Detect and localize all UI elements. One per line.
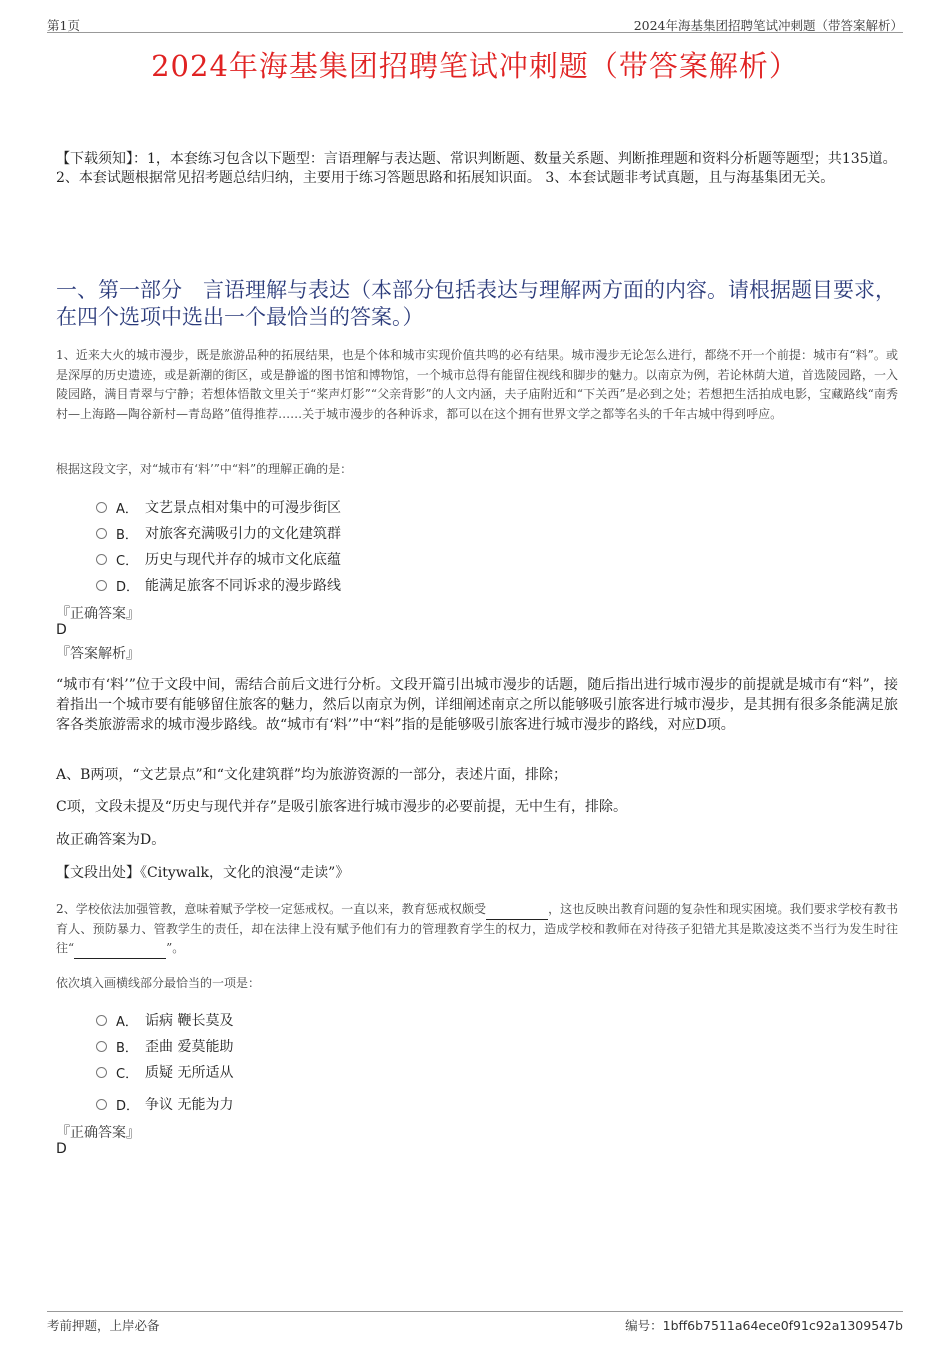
passage-text: ，这也反映出教育问题的复杂性和现实困境。我们要求学校有教书育人、预防暴力、管教学生的责任，却在法律上没有赋予他们有力的管理教育学生的权力，造成学校和教师在对待孩子犯错尤其是欺凌这类不当行为发生时往往“ [56,902,898,955]
radio-button[interactable] [96,528,107,539]
footer-slogan: 考前押题，上岸必备 [47,1318,160,1333]
radio-button[interactable] [96,554,107,565]
option-text: 争议 无能为力 [145,1097,234,1113]
question-1-option-c[interactable] [96,549,341,569]
option-key: C． [116,1066,139,1082]
option-text: 歪曲 爱莫能助 [145,1039,234,1055]
question-1-stem: 根据这段文字，对“城市有‘料’”中“料”的理解正确的是： [56,462,353,476]
question-1-option-a[interactable] [96,497,341,517]
document-code [625,1316,903,1334]
question-1-answer-label: 『正确答案』 [56,606,140,622]
option-key: D． [116,579,140,595]
radio-button[interactable] [96,502,107,513]
question-1-option-d[interactable] [96,575,341,595]
radio-button[interactable] [96,1015,107,1026]
question-1-passage: 1、近来大火的城市漫步，既是旅游品种的拓展结果，也是个体和城市实现价值共鸣的必有结果。城市漫步无论怎么进行，都绕不开一个前提：城市有“料”。或是深厚的历史遗迹，或是新潮的街区，或是静谧的图书馆和博物馆，一个城市总得有能留住视线和脚步的魅力。以南京为例，若论林荫大道，首选陵园路，一入陵园路，满目青翠与宁静；若想体悟散文里关于“桨声灯影”“父亲背影”的人文内涵，夫子庙附近和“下关西”是必到之处；若想把生活拍成电影，宝藏路线“南秀村—上海路—陶谷新村—青岛路”值得推荐……关于城市漫步的各种诉求，都可以在这个拥有世界文学之都等名头的千年古城中得到呼应。 [56,348,898,421]
question-1-analysis-label: 『答案解析』 [56,646,140,662]
question-1-source: 【文段出处】《Citywalk，文化的浪漫“走读”》 [56,865,350,881]
question-2-option-a[interactable] [96,1010,233,1030]
passage-text: 2、学校依法加强管教，意味着赋予学校一定惩戒权。一直以来，教育惩戒权颇受 [56,902,487,916]
option-key: B． [116,1040,138,1056]
question-1-answer: D [56,622,67,638]
radio-button[interactable] [96,1067,107,1078]
option-text: 对旅客充满吸引力的文化建筑群 [145,526,341,542]
question-2-answer-label: 『正确答案』 [56,1125,140,1141]
fill-blank-1 [486,905,548,920]
page-footer [47,1311,903,1334]
radio-button[interactable] [96,1099,107,1110]
radio-button[interactable] [96,1041,107,1052]
fill-blank-2 [74,944,166,959]
option-text: 能满足旅客不同诉求的漫步路线 [145,578,341,594]
option-key: C． [116,553,139,569]
option-key: A． [116,501,138,517]
option-text: 文艺景点相对集中的可漫步街区 [145,500,341,516]
header-doc-title: 2024年海基集团招聘笔试冲刺题（带答案解析） [633,18,903,33]
question-2-answer: D [56,1141,67,1157]
page-number: 第1页 [47,18,80,33]
question-2-stem: 依次填入画横线部分最恰当的一项是： [56,976,261,990]
question-1-analysis-paragraph: “城市有‘料’”位于文段中间，需结合前后文进行分析。文段开篇引出城市漫步的话题，随后指出进行城市漫步的前提就是城市有“料”，接着指出一个城市要有能够留住旅客的魅力，然后以南京为例，详细阐述南京之所以能够吸引旅客进行城市漫步，是其拥有很多条能满足旅客各类旅游需求的城市漫步路线。故“城市有‘料’”中“料”指的是能够吸引旅客进行城市漫步的路线，对应D项。 [56,677,898,733]
code-value: 1bff6b7511a64ece0f91c92a1309547b [662,1318,903,1333]
question-1-analysis-paragraph: C项，文段未提及“历史与现代并存”是吸引旅客进行城市漫步的必要前提，无中生有，排除。 [56,799,628,815]
option-text: 质疑 无所适从 [145,1065,234,1081]
page-header [47,14,903,33]
option-text: 诟病 鞭长莫及 [145,1013,234,1029]
question-1-analysis-paragraph: 故正确答案为D。 [56,832,166,848]
question-1-analysis-paragraph: A、B两项，“文艺景点”和“文化建筑群”均为旅游资源的一部分，表述片面，排除； [56,767,568,783]
question-2-option-d[interactable] [96,1094,233,1114]
question-2-option-c[interactable] [96,1062,233,1082]
section-heading: 一、第一部分 言语理解与表达（本部分包括表达与理解两方面的内容。请根据题目要求，在四个选项中选出一个最恰当的答案。） [56,278,896,329]
code-label: 编号： [625,1318,663,1333]
question-2-passage [56,900,898,959]
passage-text: ”。 [166,941,185,955]
download-notice: 【下载须知】：1，本套练习包含以下题型：言语理解与表达题、常识判断题、数量关系题、判断推理题和资料分析题等题型；共135道。 2、本套试题根据常见招考题总结归纳，主要用于练习答题思路和拓展知识面。 3、本套试题非考试真题，且与海基集团无关。 [56,151,897,186]
option-key: B． [116,527,138,543]
question-1-option-b[interactable] [96,523,341,543]
option-key: D． [116,1098,140,1114]
radio-button[interactable] [96,580,107,591]
document-title: 2024年海基集团招聘笔试冲刺题（带答案解析） [151,49,799,83]
question-2-option-b[interactable] [96,1036,233,1056]
option-text: 历史与现代并存的城市文化底蕴 [145,552,341,568]
option-key: A． [116,1014,138,1030]
